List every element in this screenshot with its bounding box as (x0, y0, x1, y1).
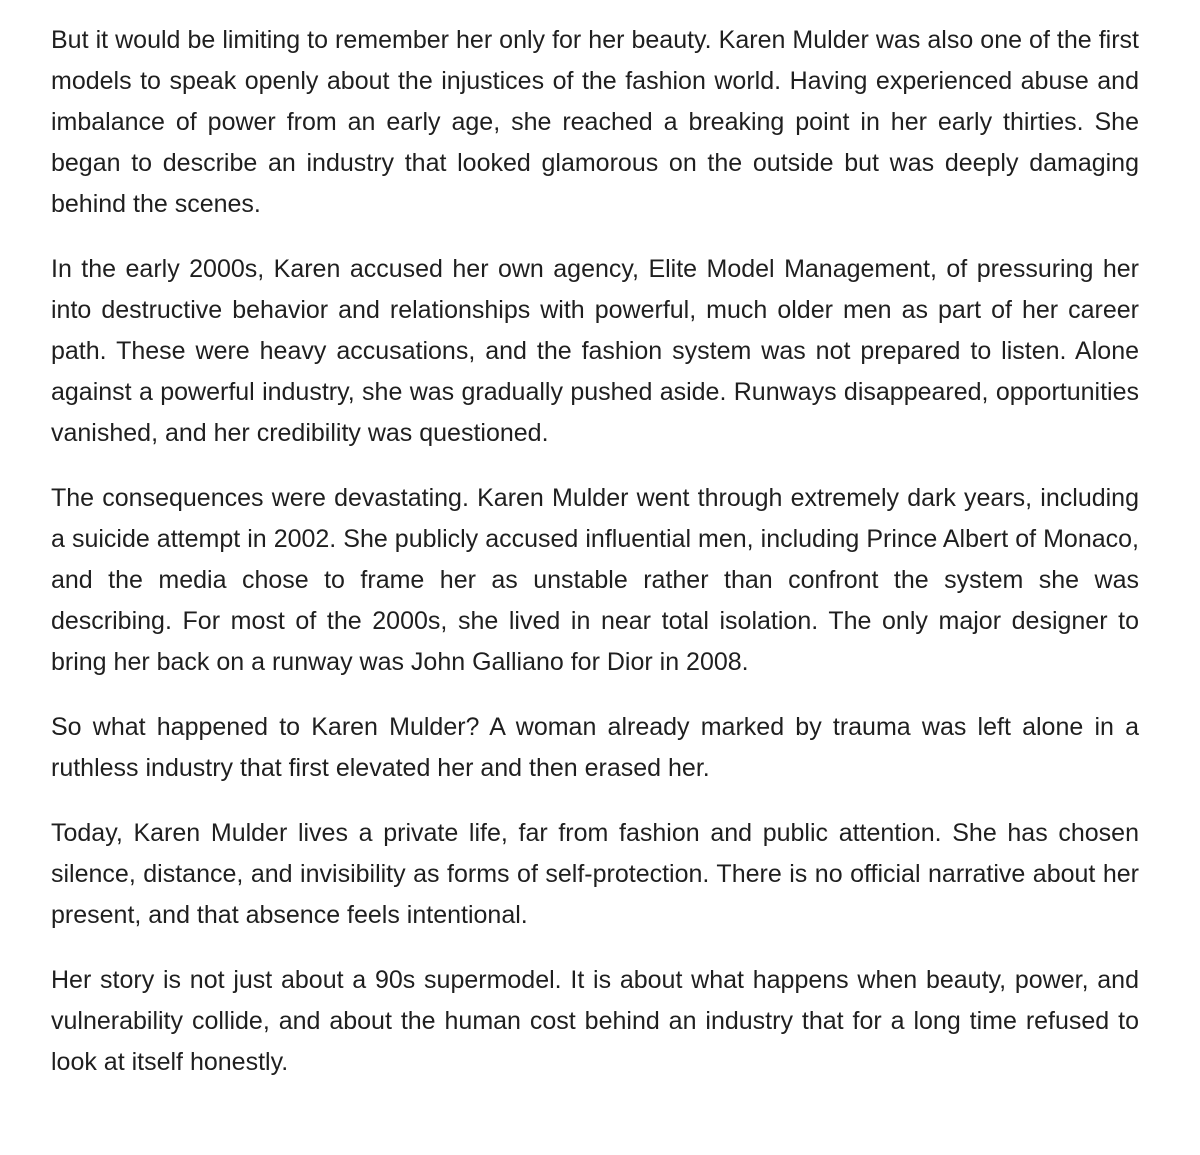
paragraph-agency-accusations: In the early 2000s, Karen accused her own agency, Elite Model Management, of pressuring her into destructive behavior and relationships with powerful, much older men as part of her career path. These were heavy accusations, and the fashion system was not prepared to listen. Alone against a powerful industry, she was gradually pushed aside. Runways disappeared, opportunities vanished, and her credibility was questioned. (51, 255, 1139, 447)
paragraph-consequences: The consequences were devastating. Karen Mulder went through extremely dark years, including a suicide attempt in 2002. She publicly accused influential men, including Prince Albert of Monaco, and the media chose to frame her as unstable rather than confront the system she was describing. For most of the 2000s, she lived in near total isolation. The only major designer to bring her back on a runway was John Galliano for Dior in 2008. (51, 484, 1139, 676)
article-body (51, 20, 1139, 1083)
paragraph-beauty-and-injustice: But it would be limiting to remember her only for her beauty. Karen Mulder was also one of the first models to speak openly about the injustices of the fashion world. Having experienced abuse and imbalance of power from an early age, she reached a breaking point in her early thirties. She began to describe an industry that looked glamorous on the outside but was deeply damaging behind the scenes. (51, 26, 1139, 218)
paragraph-today: Today, Karen Mulder lives a private life, far from fashion and public attention. She has chosen silence, distance, and invisibility as forms of self-protection. There is no official narrative about her present, and that absence feels intentional. (51, 819, 1139, 929)
paragraph-what-happened: So what happened to Karen Mulder? A woman already marked by trauma was left alone in a ruthless industry that first elevated her and then erased her. (51, 713, 1139, 782)
paragraph-conclusion: Her story is not just about a 90s supermodel. It is about what happens when beauty, power, and vulnerability collide, and about the human cost behind an industry that for a long time refused to look at itself honestly. (51, 966, 1139, 1076)
